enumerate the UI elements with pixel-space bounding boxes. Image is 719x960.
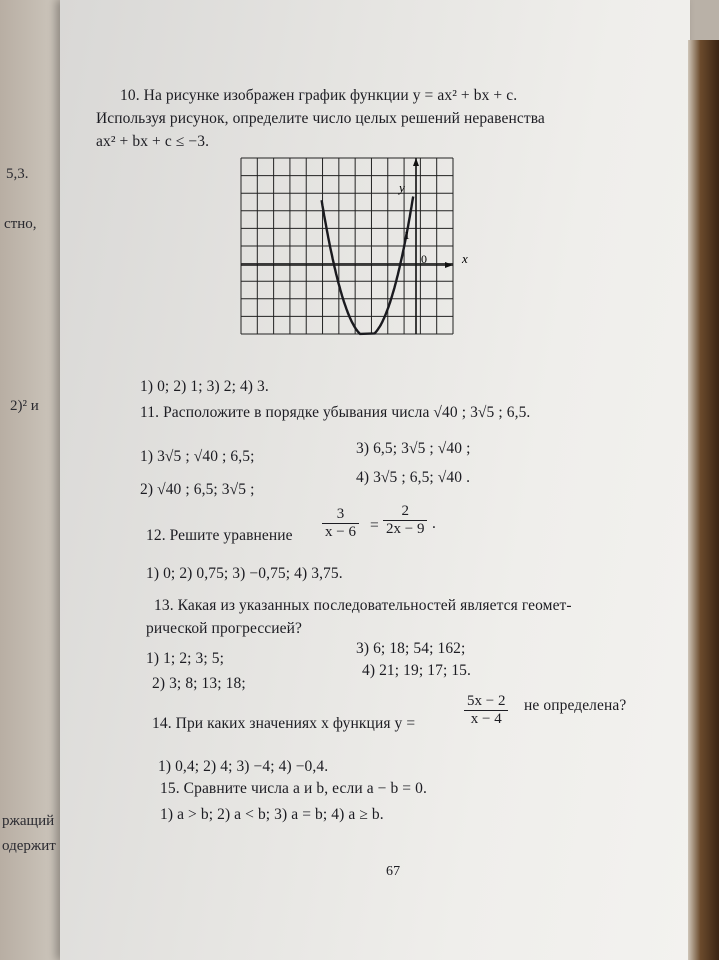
q12-answers: 1) 0; 2) 0,75; 3) −0,75; 4) 3,75. <box>146 565 343 582</box>
left-fragment: 2)² и <box>10 398 39 414</box>
q10-line2: Используя рисунок, определите число целых решений неравенства <box>96 110 545 127</box>
x-axis-arrow <box>445 262 453 268</box>
left-fragment: ржащий <box>2 813 55 829</box>
q14-answers: 1) 0,4; 2) 4; 3) −4; 4) −0,4. <box>158 758 329 775</box>
q12-frac1-numerator: 3 <box>322 506 359 524</box>
q12-equals: = <box>370 517 379 534</box>
q10-line1: 10. На рисунке изображен график функции y = ax² + bx + c. <box>120 87 518 104</box>
q13-option-2: 2) 3; 8; 13; 18; <box>152 675 246 692</box>
q12-fraction-2 <box>383 503 427 538</box>
q11-question: 11. Расположите в порядке убывания числа √40 ; 3√5 ; 6,5. <box>140 404 531 421</box>
q13-option-1: 1) 1; 2; 3; 5; <box>146 650 225 667</box>
zero-label: 0 <box>421 252 427 266</box>
one-label: 1 <box>404 228 410 242</box>
q11-option-2: 2) √40 ; 6,5; 3√5 ; <box>140 481 255 498</box>
q15-answers: 1) a > b; 2) a < b; 3) a = b; 4) a ≥ b. <box>160 806 384 823</box>
x-axis-label: x <box>462 251 468 266</box>
y-axis-arrow <box>413 158 419 166</box>
y-axis-label: y <box>399 180 405 195</box>
page-number: 67 <box>386 864 401 879</box>
q14-numerator: 5x − 2 <box>464 693 508 711</box>
parabola-graph <box>241 158 468 334</box>
q12-suffix: . <box>432 515 436 532</box>
q10-answers: 1) 0; 2) 1; 3) 2; 4) 3. <box>140 378 269 395</box>
q12-prefix: 12. Решите уравнение <box>146 527 293 544</box>
q14-suffix: не определена? <box>524 697 627 714</box>
q13-line2: рической прогрессией? <box>146 620 303 637</box>
q14-fraction <box>464 693 508 728</box>
left-fragment: одержит <box>2 838 56 854</box>
q12-fraction-1 <box>322 506 359 541</box>
q11-option-4: 4) 3√5 ; 6,5; √40 . <box>356 469 471 486</box>
q13-option-4: 4) 21; 19; 17; 15. <box>362 662 472 679</box>
q12-frac2-numerator: 2 <box>383 503 427 521</box>
q13-option-3: 3) 6; 18; 54; 162; <box>356 640 466 657</box>
q12-frac2-denominator: 2x − 9 <box>386 521 425 537</box>
q13-line1: 13. Какая из указанных последовательностей является геомет- <box>154 597 572 614</box>
table-edge <box>688 40 719 960</box>
q14-prefix: 14. При каких значениях x функция y = <box>152 715 416 732</box>
left-fragment: 5,3. <box>6 166 29 182</box>
q15-question: 15. Сравните числа a и b, если a − b = 0. <box>160 780 427 797</box>
q11-option-3: 3) 6,5; 3√5 ; √40 ; <box>356 440 471 457</box>
q11-option-1: 1) 3√5 ; √40 ; 6,5; <box>140 448 255 465</box>
q10-line3: ax² + bx + c ≤ −3. <box>96 133 210 150</box>
q14-denominator: x − 4 <box>470 711 502 727</box>
q12-frac1-denominator: x − 6 <box>325 524 356 540</box>
left-fragment: стно, <box>4 216 37 232</box>
